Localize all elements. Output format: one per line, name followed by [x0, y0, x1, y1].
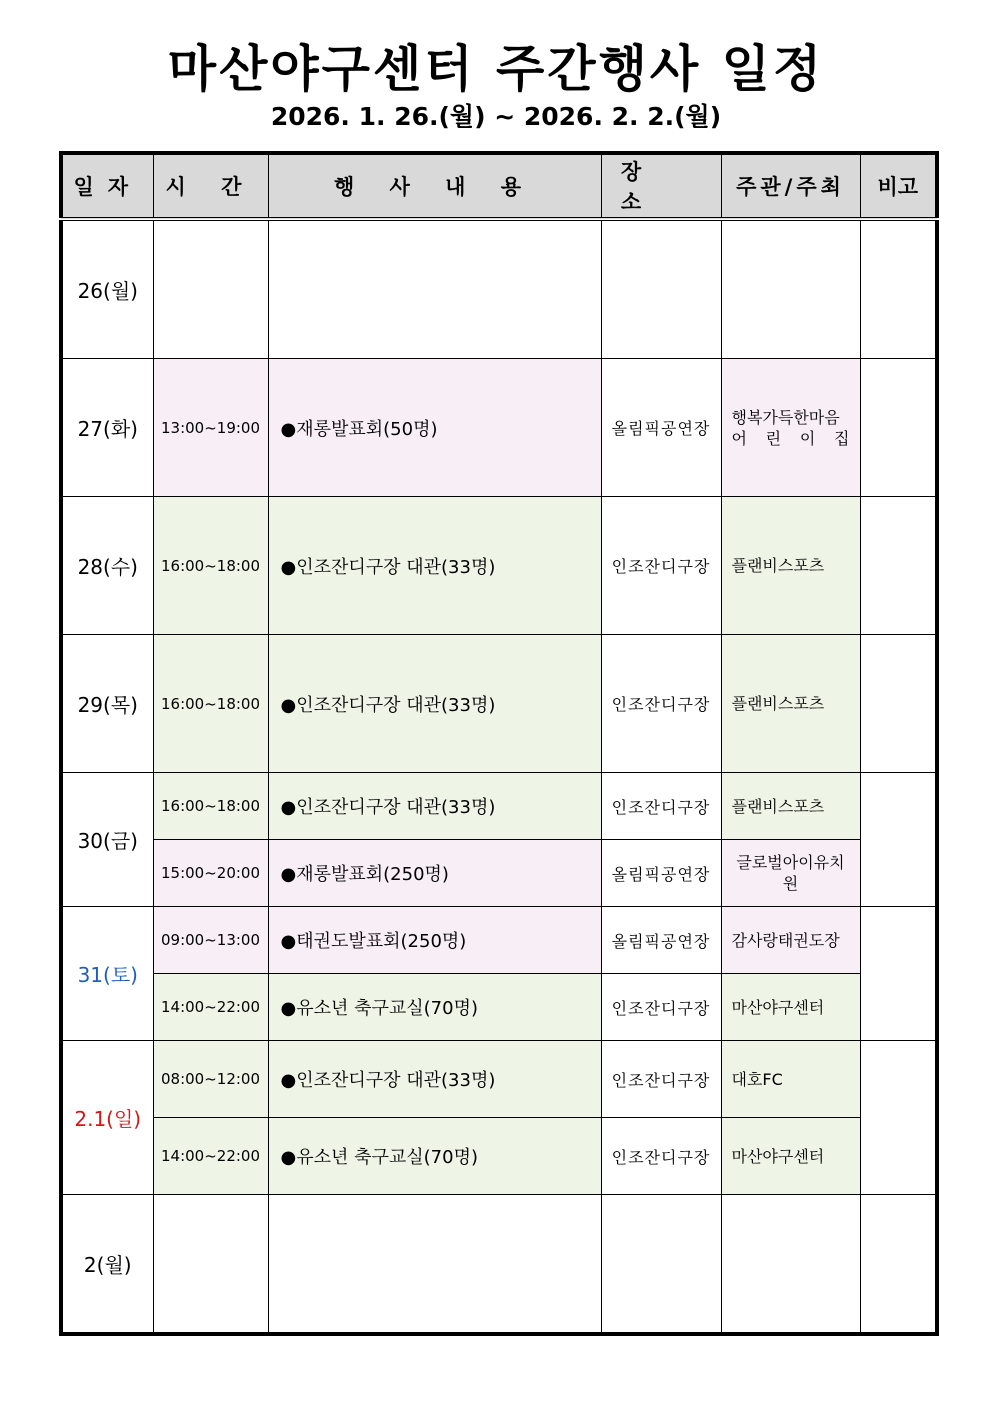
note-cell: [860, 1195, 937, 1335]
table-row: [61, 773, 937, 840]
table-row: [61, 359, 937, 497]
event-cell: [268, 219, 601, 359]
place-cell: 인조잔디구장: [601, 497, 721, 635]
date-cell: 28(수): [61, 497, 153, 635]
host-cell: 감사랑태권도장: [721, 907, 860, 974]
place-cell: 올림픽공연장: [601, 359, 721, 497]
note-cell: [860, 359, 937, 497]
header-event: 행 사 내 용: [268, 153, 601, 219]
table-row: [61, 1041, 937, 1118]
host-cell: [721, 359, 860, 497]
host-cell: 마산야구센터: [721, 1118, 860, 1195]
table-row: [61, 1118, 937, 1195]
time-cell: 08:00~12:00: [153, 1041, 268, 1118]
note-cell: [860, 1041, 937, 1195]
time-cell: 16:00~18:00: [153, 635, 268, 773]
place-cell: 인조잔디구장: [601, 974, 721, 1041]
place-cell: 올림픽공연장: [601, 907, 721, 974]
date-cell: 30(금): [61, 773, 153, 907]
event-cell: ●인조잔디구장 대관(33명): [268, 1041, 601, 1118]
note-cell: [860, 219, 937, 359]
time-cell: 16:00~18:00: [153, 497, 268, 635]
event-cell: [268, 1195, 601, 1335]
host-line: 어 린 이 집: [731, 428, 850, 448]
time-cell: 14:00~22:00: [153, 1118, 268, 1195]
table-row: [61, 1195, 937, 1335]
host-cell: 플랜비스포츠: [721, 635, 860, 773]
note-cell: [860, 497, 937, 635]
date-cell: 27(화): [61, 359, 153, 497]
document-title: 마산야구센터 주간행사 일정: [167, 40, 825, 98]
table-row: [61, 219, 937, 359]
note-cell: [860, 907, 937, 1041]
table-row: [61, 840, 937, 907]
place-cell: 올림픽공연장: [601, 840, 721, 907]
place-cell: [601, 219, 721, 359]
place-cell: 인조잔디구장: [601, 1118, 721, 1195]
time-cell: 16:00~18:00: [153, 773, 268, 840]
event-cell: ●인조잔디구장 대관(33명): [268, 497, 601, 635]
place-cell: 인조잔디구장: [601, 773, 721, 840]
event-cell: ●인조잔디구장 대관(33명): [268, 773, 601, 840]
time-cell: 14:00~22:00: [153, 974, 268, 1041]
date-cell: 26(월): [61, 219, 153, 359]
host-cell: [721, 1195, 860, 1335]
host-cell: 대호FC: [721, 1041, 860, 1118]
schedule-period: 2026. 1. 26.(월) ~ 2026. 2. 2.(월): [270, 102, 722, 131]
header-time: 시 간: [153, 153, 268, 219]
header-host: 주관/주최: [721, 153, 860, 219]
event-cell: ●유소년 축구교실(70명): [268, 974, 601, 1041]
place-cell: 인조잔디구장: [601, 635, 721, 773]
time-cell: 09:00~13:00: [153, 907, 268, 974]
event-cell: ●유소년 축구교실(70명): [268, 1118, 601, 1195]
event-cell: ●재롱발표회(250명): [268, 840, 601, 907]
schedule-table: [59, 151, 939, 1336]
date-cell: 29(목): [61, 635, 153, 773]
header-date: 일자: [61, 153, 153, 219]
header-row: [61, 153, 937, 219]
host-cell: [721, 219, 860, 359]
header-place: 장 소: [601, 153, 721, 219]
event-cell: ●재롱발표회(50명): [268, 359, 601, 497]
host-cell: 플랜비스포츠: [721, 497, 860, 635]
table-row: [61, 907, 937, 974]
time-cell: [153, 1195, 268, 1335]
note-cell: [860, 773, 937, 907]
host-line: 행복가득한마음: [731, 407, 840, 427]
table-row: [61, 974, 937, 1041]
time-cell: [153, 219, 268, 359]
note-cell: [860, 635, 937, 773]
table-row: [61, 635, 937, 773]
place-cell: 인조잔디구장: [601, 1041, 721, 1118]
date-cell: 2(월): [61, 1195, 153, 1335]
time-cell: 13:00~19:00: [153, 359, 268, 497]
date-cell: 31(토): [61, 907, 153, 1041]
host-cell: 플랜비스포츠: [721, 773, 860, 840]
place-cell: [601, 1195, 721, 1335]
date-cell: 2.1(일): [61, 1041, 153, 1195]
host-cell: 마산야구센터: [721, 974, 860, 1041]
host-cell: 글로벌아이유치원: [721, 840, 860, 907]
event-cell: ●인조잔디구장 대관(33명): [268, 635, 601, 773]
time-cell: 15:00~20:00: [153, 840, 268, 907]
event-cell: ●태권도발표회(250명): [268, 907, 601, 974]
table-row: [61, 497, 937, 635]
header-note: 비고: [860, 153, 937, 219]
